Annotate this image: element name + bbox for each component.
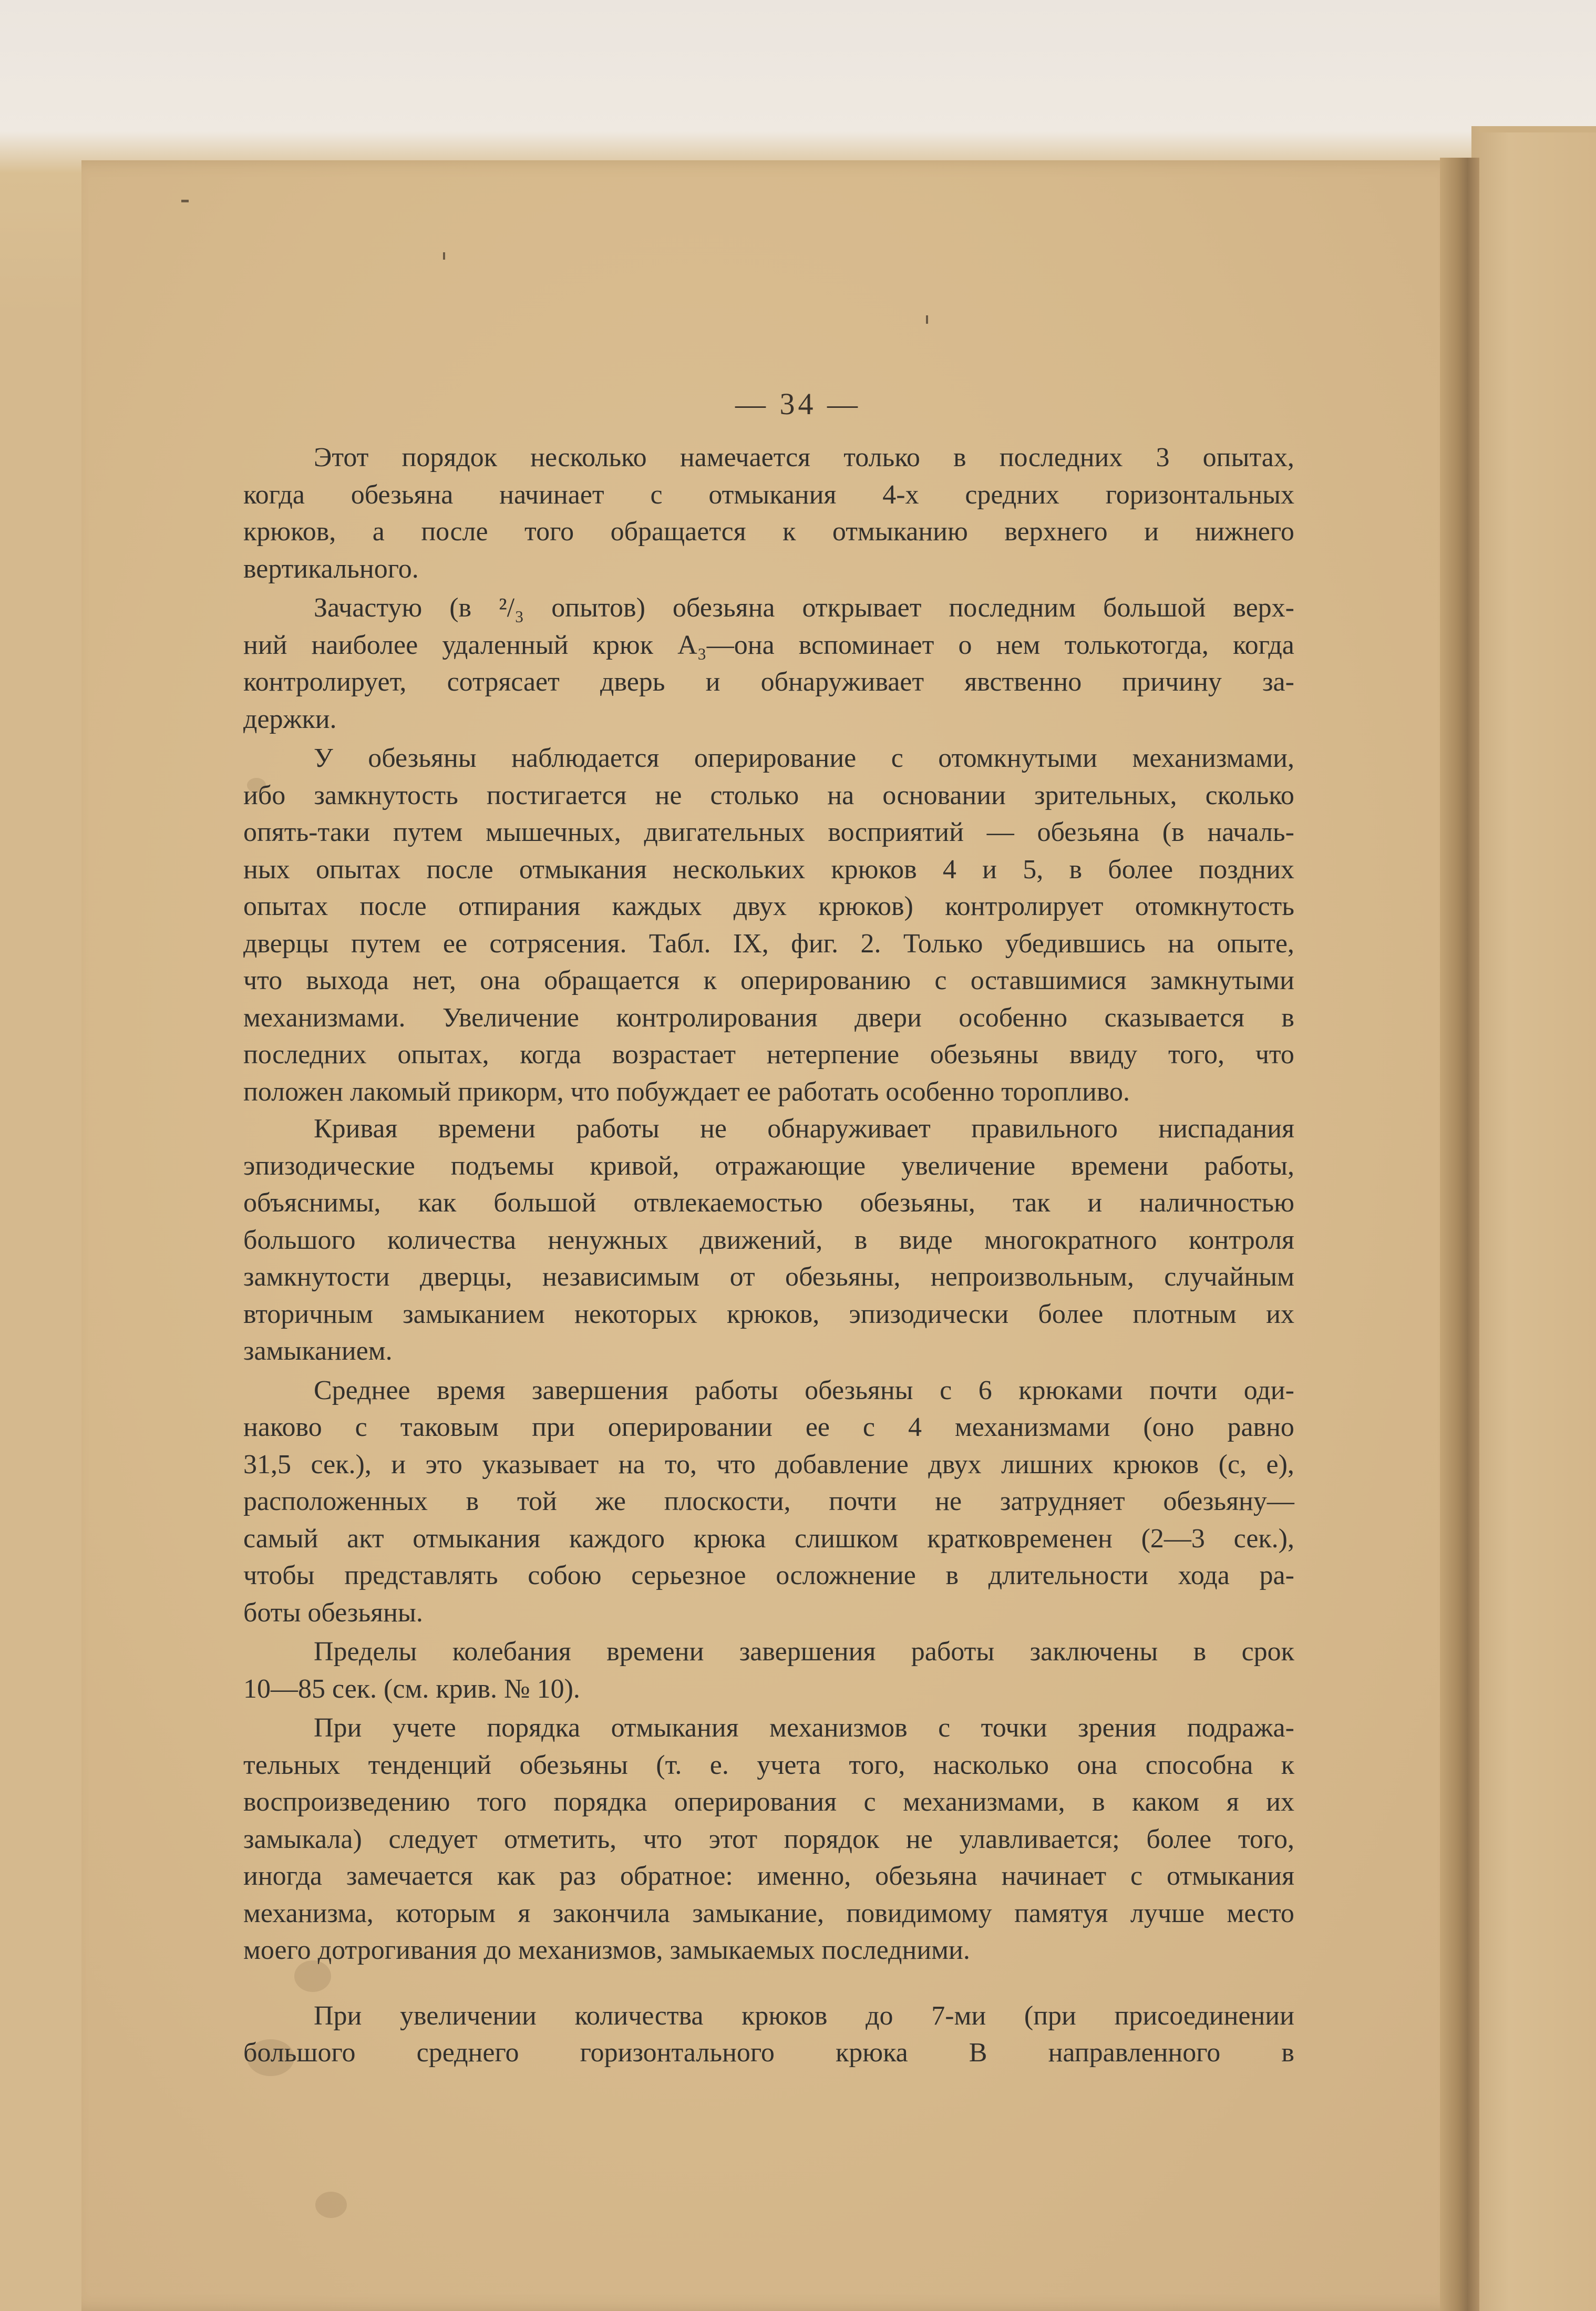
text-line: вторичным замыканием некоторых крюков, эпизодически более плотным их (243, 1299, 1294, 1329)
text-line: замыканием. (243, 1336, 393, 1366)
text-line: Пределы колебания времени завершения работы заключены в срок (314, 1637, 1294, 1667)
body-text (243, 439, 1294, 2072)
text-line: ных опытах после отмыкания нескольких крюков 4 и 5, в более поздних (243, 854, 1294, 885)
text-line: положен лакомый прикорм, что побуждает ее работать особенно торопливо. (243, 1076, 1130, 1107)
text-line: 10—85 сек. (см. крив. № 10). (243, 1673, 580, 1704)
text-line: дверцы путем ее сотрясения. Табл. IX, фиг. 2. Только убедившись на опыте, (243, 928, 1294, 959)
next-page-edge (1471, 126, 1596, 2311)
ink-speck (926, 315, 928, 324)
next-page-top-edge (1479, 126, 1596, 132)
ink-speck (181, 200, 189, 202)
text-line: крюков, а после того обращается к отмыканию верхнего и нижнего (243, 517, 1294, 547)
text-line: большого количества ненужных движений, в виде многократного контроля (243, 1225, 1294, 1255)
text-line: объяснимы, как большой отвлекаемостью обезьяны, так и наличностью (243, 1188, 1294, 1218)
text-line: что выхода нет, она обращается к оперированию с оставшимися замкнутыми (243, 966, 1294, 995)
text-line: тельных тенденций обезьяны (т. е. учета того, насколько она способна к (243, 1750, 1294, 1780)
text-line: большого среднего горизонтального крюка B направленного в (243, 2038, 1294, 2068)
text-line: Среднее время завершения работы обезьяны с 6 крюками почти оди- (314, 1375, 1294, 1405)
text-line: 31,5 сек.), и это указывает на то, что добавление двух лишних крюков (c, e), (243, 1449, 1294, 1480)
text-line: Этот порядок несколько намечается только в последних 3 опытах, (314, 443, 1294, 473)
text-line: При увеличении количества крюков до 7-ми (при присоединении (314, 2000, 1294, 2031)
text-line: боты обезьяны. (243, 1597, 423, 1628)
text-line: эпизодические подъемы кривой, отражающие увеличение времени работы, (243, 1151, 1294, 1181)
text-line: опять-таки путем мышечных, двигательных восприятий — обезьяна (в началь- (243, 817, 1294, 847)
text-line: замкнутости дверцы, независимым от обезьяны, непроизвольным, случайным (243, 1262, 1294, 1292)
text-line: наково с таковым при оперировании ее с 4 механизмами (оно равно (243, 1412, 1294, 1442)
text-line: ибо замкнутость постигается не столько на основании зрительных, сколько (243, 780, 1294, 810)
text-line: контролирует, сотрясает дверь и обнаруживает явственно причину за- (243, 667, 1294, 697)
text-line: иногда замечается как раз обратное: именно, обезьяна начинает с отмыкания (243, 1861, 1294, 1891)
text-line: механизмами. Увеличение контролирования двери особенно сказывается в (243, 1002, 1294, 1033)
ink-speck (443, 252, 445, 260)
text-line: самый акт отмыкания каждого крюка слишком кратковременен (2—3 сек.), (243, 1523, 1294, 1554)
paper-stain (315, 2192, 347, 2218)
text-line: воспроизведению того порядка оперирования с механизмами, в каком я их (243, 1787, 1294, 1817)
text-line: моего дотрогивания до механизмов, замыкаемых последними. (243, 1935, 970, 1965)
text-line: У обезьяны наблюдается оперирование с отомкнутыми механизмами, (314, 743, 1294, 773)
text-line: При учете порядка отмыкания механизмов с точки зрения подража- (314, 1713, 1294, 1743)
text-line: держки. (243, 704, 337, 734)
book-gutter (1440, 158, 1479, 2311)
text-line: последних опытах, когда возрастает нетерпение обезьяны ввиду того, что (243, 1040, 1294, 1070)
text-line: чтобы представлять собою серьезное осложнение в длительности хода ра- (243, 1560, 1294, 1590)
text-line: когда обезьяна начинает с отмыкания 4-х средних горизонтальных (243, 479, 1294, 510)
text-line: Зачастую (в ²/₃ опытов) обезьяна открывает последним большой верх- (314, 593, 1294, 623)
text-line: опытах после отпирания каждых двух крюков) контролирует отомкнутость (243, 891, 1294, 921)
text-line: Кривая времени работы не обнаруживает правильного ниспадания (314, 1114, 1294, 1144)
page-number: — 34 — (735, 387, 861, 421)
text-line: вертикального. (243, 553, 419, 584)
text-line: расположенных в той же плоскости, почти не затрудняет обезьяну— (243, 1486, 1294, 1516)
text-line: ний наиболее удаленный крюк A₃—она вспоминает о нем толькотогда, когда (243, 630, 1294, 660)
text-line: замыкала) следует отметить, что этот порядок не улавливается; более того, (243, 1824, 1294, 1854)
text-line: механизма, которым я закончила замыкание, повидимому памятуя лучше место (243, 1898, 1294, 1928)
